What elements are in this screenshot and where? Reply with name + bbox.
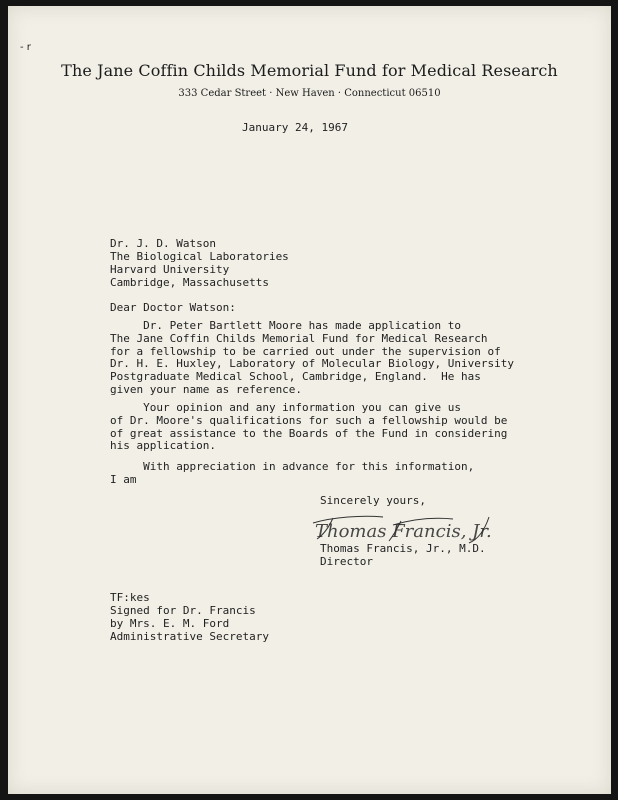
salutation: Dear Doctor Watson: [110, 301, 236, 314]
body-line: I am [110, 473, 137, 486]
stray-mark: - r [20, 42, 31, 53]
recipient-line: Cambridge, Massachusetts [110, 276, 269, 289]
letter-page [8, 6, 611, 794]
body-line: Postgraduate Medical School, Cambridge, England. He has [110, 370, 481, 383]
letterhead-address: 333 Cedar Street · New Haven · Connecticut 06510 [178, 88, 441, 99]
complimentary-close: Sincerely yours, [320, 494, 426, 507]
body-line: The Jane Coffin Childs Memorial Fund for Medical Research [110, 332, 488, 345]
footer-line: TF:kes [110, 591, 150, 604]
footer-line: Administrative Secretary [110, 630, 269, 643]
signer-name: Thomas Francis, Jr., M.D. [320, 542, 486, 555]
footer-line: by Mrs. E. M. Ford [110, 617, 230, 630]
recipient-line: The Biological Laboratories [110, 250, 289, 263]
body-line: of Dr. Moore's qualifications for such a fellowship would be [110, 414, 508, 427]
footer-line: Signed for Dr. Francis [110, 604, 256, 617]
body-line: Your opinion and any information you can give us [110, 401, 461, 414]
svg-text:Thomas Francis, Jr.: Thomas Francis, Jr. [315, 521, 492, 542]
body-line: Dr. H. E. Huxley, Laboratory of Molecular Biology, University [110, 357, 514, 370]
body-line: his application. [110, 439, 216, 452]
letter-date: January 24, 1967 [242, 121, 348, 134]
recipient-line: Harvard University [110, 263, 230, 276]
body-line: given your name as reference. [110, 383, 303, 396]
signer-title: Director [320, 555, 373, 568]
body-line: With appreciation in advance for this information, [110, 460, 475, 473]
body-line: for a fellowship to be carried out under the supervision of [110, 345, 501, 358]
letterhead-title: The Jane Coffin Childs Memorial Fund for Medical Research [61, 61, 558, 80]
body-line: of great assistance to the Boards of the Fund in considering [110, 427, 508, 440]
recipient-line: Dr. J. D. Watson [110, 237, 216, 250]
body-line: Dr. Peter Bartlett Moore has made application to [110, 319, 461, 332]
